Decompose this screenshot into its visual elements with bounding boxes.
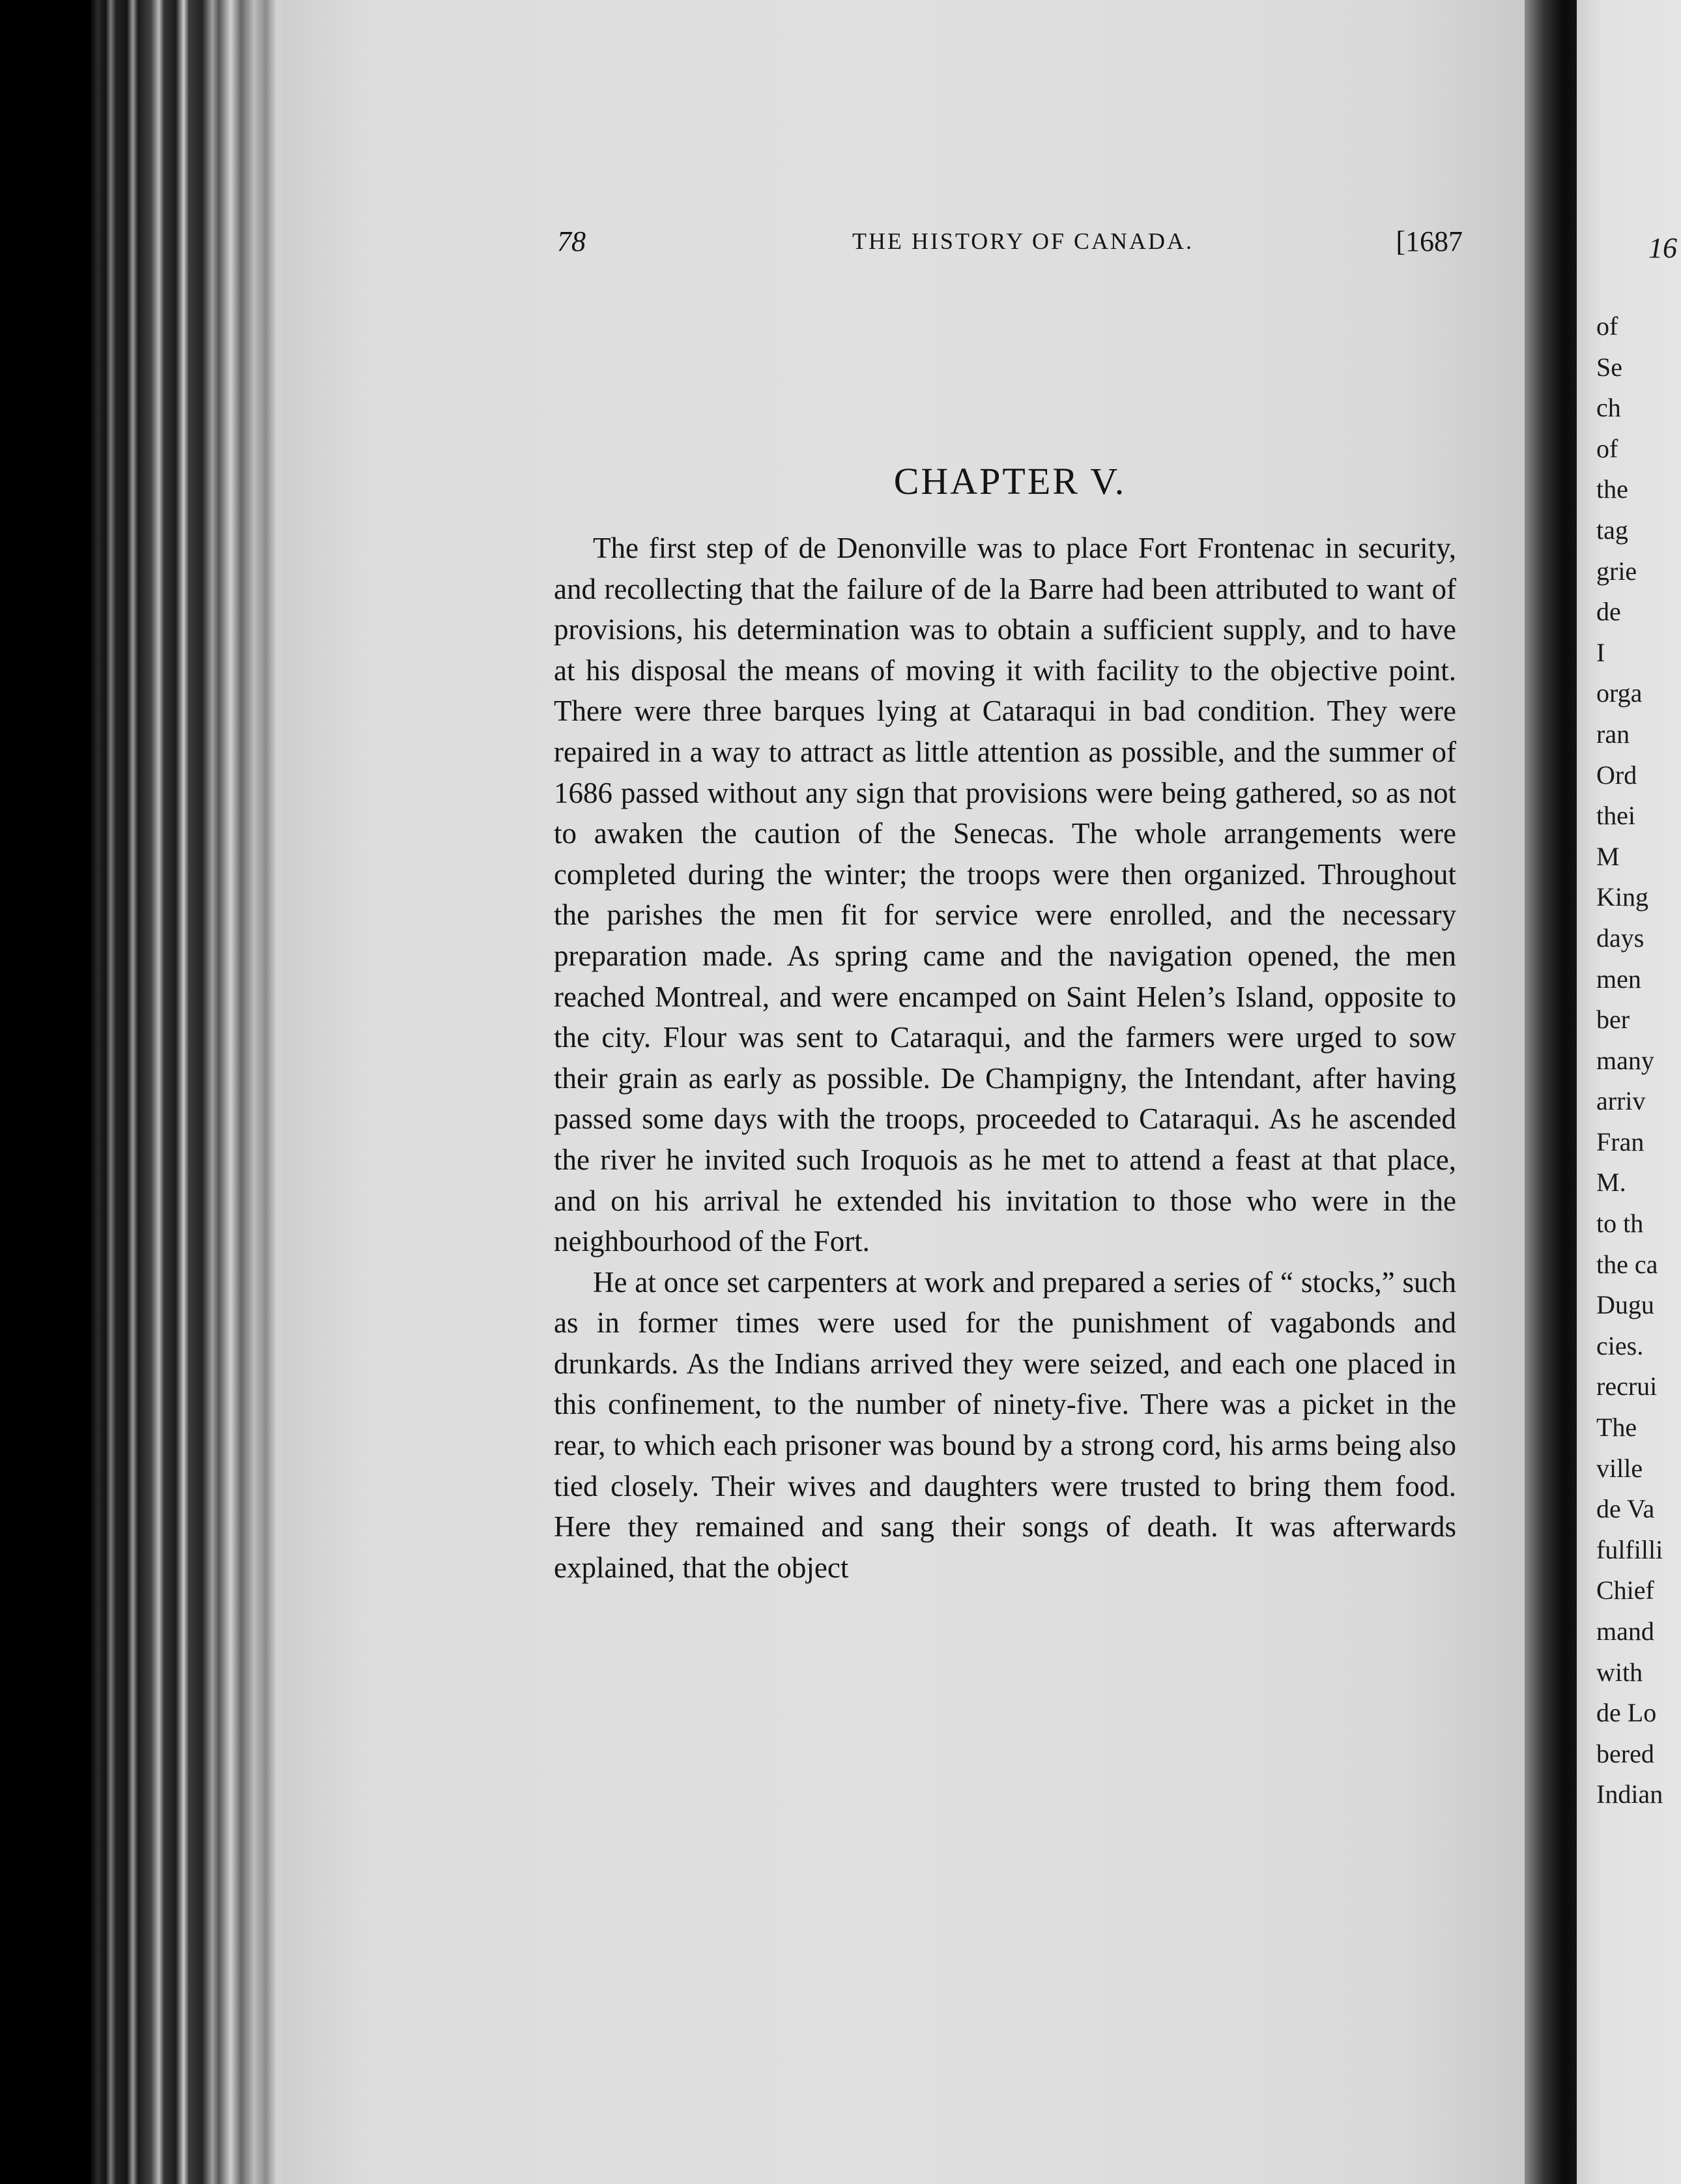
facing-page-line-fragment: the ca: [1596, 1249, 1658, 1279]
facing-page-line-fragment: ville: [1596, 1453, 1643, 1483]
facing-page-line-fragment: many: [1596, 1045, 1654, 1075]
facing-page-line-fragment: tag: [1596, 515, 1628, 545]
running-head: [557, 225, 1463, 270]
facing-page-line-fragment: men: [1596, 964, 1641, 994]
facing-page-header-fragment: 16: [1648, 232, 1677, 264]
facing-page-line-fragment: days: [1596, 923, 1645, 953]
facing-page-line-fragment: fulfilli: [1596, 1534, 1663, 1564]
facing-page-line-fragment: Indian: [1596, 1779, 1663, 1809]
facing-page-text-fragments: [1596, 306, 1681, 1815]
facing-page-line-fragment: orga: [1596, 678, 1643, 708]
facing-page-line-fragment: of: [1596, 311, 1618, 341]
chapter-title: CHAPTER V.: [893, 460, 1127, 502]
facing-page-line-fragment: grie: [1596, 556, 1637, 586]
facing-page-line-fragment: de Lo: [1596, 1698, 1657, 1728]
facing-page-line-fragment: Chief: [1596, 1575, 1654, 1605]
facing-page: [1577, 0, 1681, 2184]
facing-page-line-fragment: ber: [1596, 1005, 1630, 1035]
facing-page-line-fragment: to th: [1596, 1209, 1644, 1239]
paragraph-2: He at once set carpenters at work and prepared a series of “ stocks,” such as in former times were used for the punishment of vagabonds and drunkards. As the Indians arrived they were seized, and each one placed in this confinement, to the number of ninety-five. There was a picket in the rear, to which each prisoner was bound by a strong cord, his arms being also tied closely. Their wives and daughters were trusted to bring them food. Here they remained and sang their songs of death. It was afterwards explained, that the object: [554, 1265, 1456, 1584]
facing-page-line-fragment: cies.: [1596, 1330, 1644, 1360]
stacked-page-edges: [91, 0, 293, 2184]
facing-page-line-fragment: recrui: [1596, 1372, 1658, 1401]
facing-page-line-fragment: arriv: [1596, 1086, 1646, 1116]
facing-page-line-fragment: mand: [1596, 1616, 1654, 1646]
facing-page-line-fragment: I: [1596, 637, 1605, 667]
facing-page-line-fragment: the: [1596, 474, 1628, 504]
facing-page-line-fragment: Se: [1596, 352, 1622, 382]
facing-page-line-fragment: Dugu: [1596, 1290, 1654, 1320]
running-head-title: THE HISTORY OF CANADA.: [852, 228, 1194, 254]
facing-page-line-fragment: ch: [1596, 393, 1621, 423]
facing-page-line-fragment: thei: [1596, 801, 1635, 831]
facing-page-line-fragment: ran: [1596, 719, 1630, 749]
paragraph-1: The first step of de Denonville was to place Fort Frontenac in security, and recollecting that the failure of de la Barre had been attributed to want of provisions, his determination was to obtain a sufficient supply, and to have at his disposal the means of moving it with facility to the objective point. There were three barques lying at Cataraqui in bad condition. They were repaired in a way to attract as little attention as possible, and the summer of 1686 passed without any sign that provisions were being gathered, so as not to awaken the caution of the Senecas. The whole arrangements were completed during the winter; the troops were then organized. Throughout the parishes the men fit for service were enrolled, and the necessary preparation made. As spring came and the navigation opened, the men reached Montreal, and were encamped on Saint Helen’s Island, opposite to the city. Flour was sent to Cataraqui, and the farmers were urged to sow their grain as early as possible. De Champigny, the Intendant, after having passed some days with the troops, proceeded to Cataraqui. As he ascended the river he invited such Iroquois as he met to attend a feast at that place, and on his arrival he extended his invitation to those who were in the neighbourhood of the Fort.: [554, 532, 1456, 1258]
facing-page-line-fragment: M: [1596, 841, 1620, 871]
facing-page-line-fragment: Fran: [1596, 1127, 1645, 1157]
facing-page-line-fragment: King: [1596, 882, 1648, 912]
facing-page-line-fragment: Ord: [1596, 760, 1637, 790]
body-text: [554, 528, 1456, 1588]
facing-page-line-fragment: with: [1596, 1657, 1643, 1687]
running-head-year: [1687: [1396, 225, 1463, 257]
facing-page-line-fragment: bered: [1596, 1738, 1654, 1768]
facing-page-line-fragment: de: [1596, 597, 1621, 627]
facing-page-line-fragment: The: [1596, 1413, 1637, 1443]
facing-page-line-fragment: de Va: [1596, 1494, 1655, 1524]
page-number: 78: [557, 225, 586, 257]
facing-page-line-fragment: of: [1596, 433, 1618, 463]
facing-page-line-fragment: M.: [1596, 1168, 1626, 1198]
